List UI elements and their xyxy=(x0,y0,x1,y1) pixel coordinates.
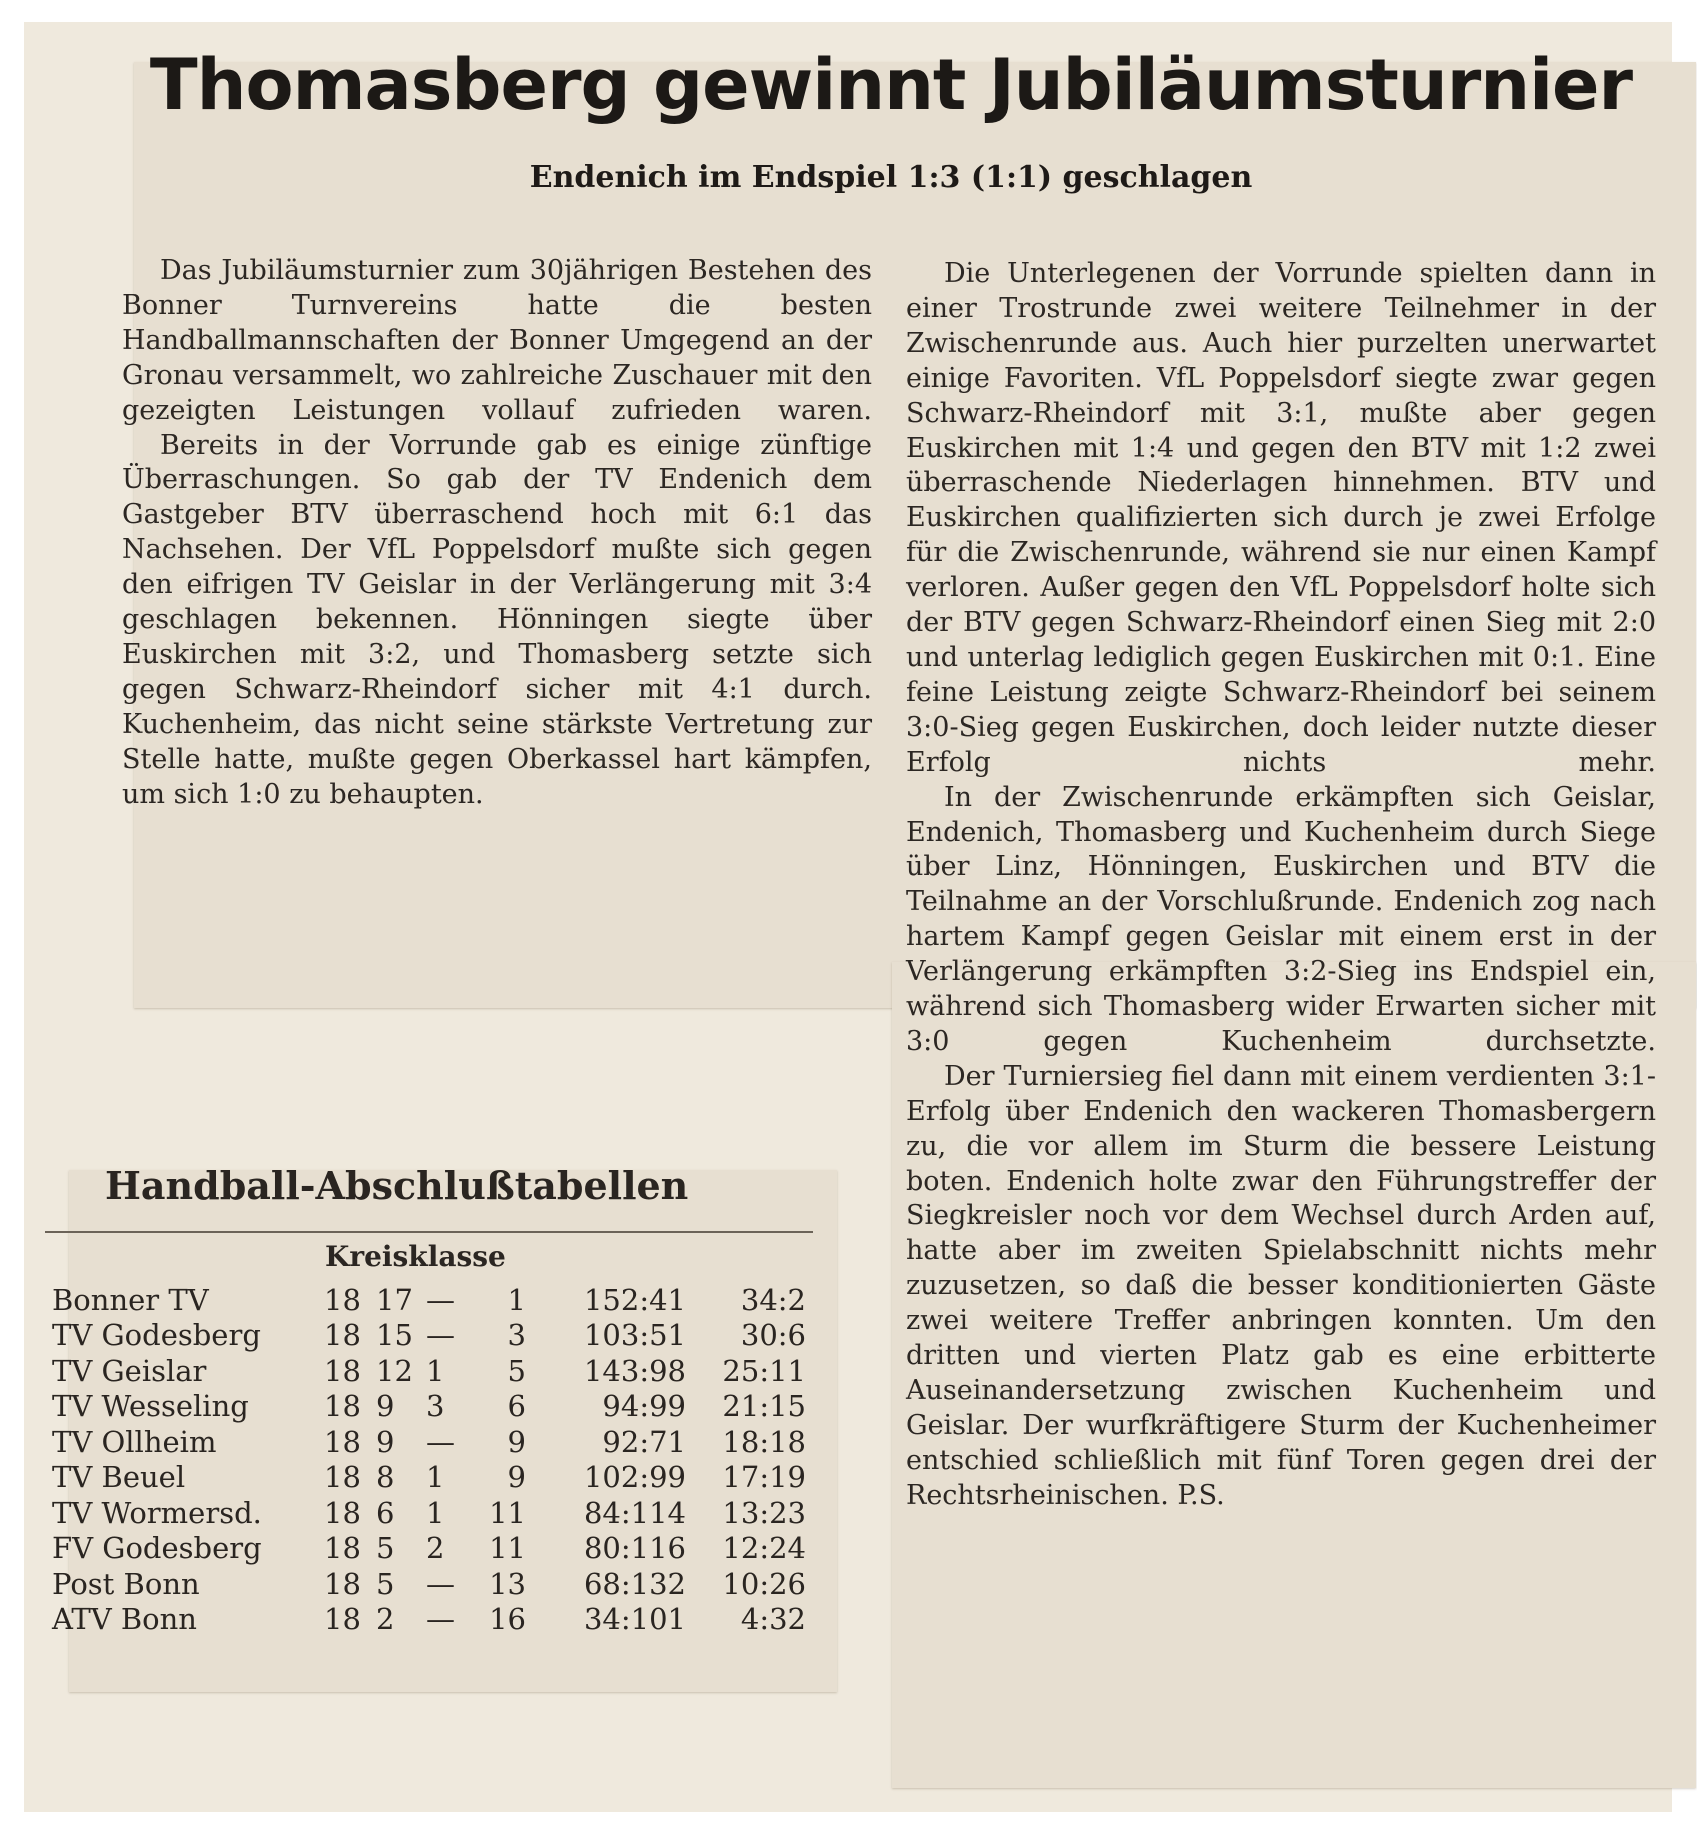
games-drawn: 1 xyxy=(426,1353,445,1388)
team-name: TV Wesseling xyxy=(52,1389,249,1424)
games-drawn: 1 xyxy=(426,1495,445,1530)
divider xyxy=(45,1231,813,1233)
games-won: 2 xyxy=(376,1602,395,1637)
games-won: 8 xyxy=(376,1460,395,1495)
standings-table xyxy=(52,1282,806,1637)
games-drawn: 3 xyxy=(426,1389,445,1424)
team-name: TV Ollheim xyxy=(52,1424,217,1459)
team-name: Bonner TV xyxy=(52,1282,209,1317)
goal-ratio: 94:99 xyxy=(602,1389,686,1424)
table-row xyxy=(52,1353,806,1389)
goal-ratio: 143:98 xyxy=(583,1353,686,1388)
points: 10:26 xyxy=(722,1566,806,1601)
games-lost: 9 xyxy=(507,1460,526,1495)
games-drawn: — xyxy=(426,1282,455,1317)
games-played: 18 xyxy=(324,1495,361,1530)
games-lost: 11 xyxy=(489,1495,526,1530)
points: 25:11 xyxy=(722,1353,806,1388)
paragraph: In der Zwischenrunde erkämpften sich Geislar, Endenich, Thomasberg und Kuchenheim durch Siege über Linz, Hönningen, Euskirchen und BTV die Teilnahme an der Vorschlußrunde. Endenich zog nach hartem Kampf gegen Geislar mit einem erst in der Verlängerung erkämpften 3:2-Sieg ins Endspiel ein, während sich Thomasberg wider Erwarten sicher mit 3:0 gegen Kuchenheim durchsetzte. xyxy=(906,781,1656,1057)
paragraph: Das Jubiläumsturnier zum 30jährigen Bestehen des Bonner Turnvereins hatte die besten Handballmannschaften der Bonner Umgegend an der Gronau versammelt, wo zahlreiche Zuschauer mit den gezeigten Leistungen vollauf zufrieden waren. xyxy=(122,255,872,426)
games-won: 9 xyxy=(376,1424,395,1459)
games-lost: 11 xyxy=(489,1531,526,1566)
games-lost: 13 xyxy=(489,1566,526,1601)
table-row xyxy=(52,1602,806,1638)
games-lost: 1 xyxy=(507,1282,526,1317)
table-row xyxy=(52,1460,806,1496)
games-played: 18 xyxy=(324,1602,361,1637)
team-name: TV Godesberg xyxy=(52,1318,261,1353)
games-won: 9 xyxy=(376,1389,395,1424)
goal-ratio: 34:101 xyxy=(583,1602,686,1637)
points: 18:18 xyxy=(722,1424,806,1459)
games-won: 17 xyxy=(376,1282,413,1317)
games-drawn: 1 xyxy=(426,1460,445,1495)
games-won: 5 xyxy=(376,1531,395,1566)
games-drawn: — xyxy=(426,1566,455,1601)
games-played: 18 xyxy=(324,1566,361,1601)
games-won: 12 xyxy=(376,1353,413,1388)
table-title: Handball-Abschlußtabellen xyxy=(105,1163,689,1208)
games-played: 18 xyxy=(324,1531,361,1566)
games-lost: 5 xyxy=(507,1353,526,1388)
games-won: 15 xyxy=(376,1318,413,1353)
goal-ratio: 92:71 xyxy=(602,1424,686,1459)
article-column-right xyxy=(906,257,1656,1514)
games-lost: 16 xyxy=(489,1602,526,1637)
team-name: Post Bonn xyxy=(52,1566,200,1601)
goal-ratio: 102:99 xyxy=(583,1460,686,1495)
games-drawn: — xyxy=(426,1602,455,1637)
games-drawn: — xyxy=(426,1318,455,1353)
games-won: 6 xyxy=(376,1495,395,1530)
team-name: TV Geislar xyxy=(52,1353,207,1388)
games-played: 18 xyxy=(324,1460,361,1495)
team-name: ATV Bonn xyxy=(52,1602,197,1637)
goal-ratio: 103:51 xyxy=(583,1318,686,1353)
games-played: 18 xyxy=(324,1389,361,1424)
table-row xyxy=(52,1389,806,1425)
games-played: 18 xyxy=(324,1424,361,1459)
paragraph: Der Turniersieg fiel dann mit einem verdienten 3:1-Erfolg über Endenich den wackeren Thomasbergern zu, die vor allem im Sturm die bessere Leistung boten. Endenich holte zwar den Führungstreffer der Siegkreisler noch vor dem Wechsel durch Arden auf, hatte aber im zweiten Spielabschnitt nichts mehr zuzusetzen, so daß die besser konditionierten Gäste zwei weitere Treffer anbringen konnten. Um den dritten und vierten Platz gab es eine erbitterte Auseinandersetzung zwischen Kuchenheim und Geislar. Der wurfkräftigere Sturm der Kuchenheimer entschied schließlich mit fünf Toren gegen drei der Rechtsrheinischen. P.S. xyxy=(906,1060,1656,1511)
points: 21:15 xyxy=(722,1389,806,1424)
goal-ratio: 152:41 xyxy=(583,1282,686,1317)
table-row xyxy=(52,1531,806,1567)
table-row xyxy=(52,1495,806,1531)
article-subheadline: Endenich im Endspiel 1:3 (1:1) geschlagen xyxy=(529,160,1253,195)
points: 4:32 xyxy=(740,1602,806,1637)
points: 17:19 xyxy=(722,1460,806,1495)
games-lost: 3 xyxy=(507,1318,526,1353)
goal-ratio: 80:116 xyxy=(583,1531,686,1566)
team-name: FV Godesberg xyxy=(52,1531,262,1566)
points: 12:24 xyxy=(722,1531,806,1566)
table-row xyxy=(52,1424,806,1460)
article-headline: Thomasberg gewinnt Jubiläumsturnier xyxy=(149,44,1633,126)
games-played: 18 xyxy=(324,1318,361,1353)
team-name: TV Wormersd. xyxy=(52,1495,262,1530)
games-played: 18 xyxy=(324,1353,361,1388)
paragraph: Bereits in der Vorrunde gab es einige zünftige Überraschungen. So gab der TV Endenich dem Gastgeber BTV überraschend hoch mit 6:1 das Nachsehen. Der VfL Poppelsdorf mußte sich gegen den eifrigen TV Geislar in der Verlängerung mit 3:4 geschlagen bekennen. Hönningen siegte über Euskirchen mit 3:2, und Thomasberg setzte sich gegen Schwarz-Rheindorf sicher mit 4:1 durch. Kuchenheim, das nicht seine stärkste Vertretung zur Stelle hatte, mußte gegen Oberkassel hart kämpfen, um sich 1:0 zu behaupten. xyxy=(122,429,872,810)
games-won: 5 xyxy=(376,1566,395,1601)
games-drawn: 2 xyxy=(426,1531,445,1566)
points: 30:6 xyxy=(740,1318,806,1353)
games-drawn: — xyxy=(426,1424,455,1459)
paragraph: Die Unterlegenen der Vorrunde spielten dann in einer Trostrunde zwei weitere Teilnehmer in der Zwischenrunde aus. Auch hier purzelten unerwartet einige Favoriten. VfL Poppelsdorf siegte zwar gegen Schwarz-Rheindorf mit 3:1, mußte aber gegen Euskirchen mit 1:4 und gegen den BTV mit 1:2 zwei überraschende Niederlagen hinnehmen. BTV und Euskirchen qualifizierten sich durch je zwei Erfolge für die Zwischenrunde, während sie nur einen Kampf verloren. Außer gegen den VfL Poppelsdorf holte sich der BTV gegen Schwarz-Rheindorf einen Sieg mit 2:0 und unterlag lediglich gegen Euskirchen mit 0:1. Eine feine Leistung zeigte Schwarz-Rheindorf bei seinem 3:0-Sieg gegen Euskirchen, doch leider nutzte dieser Erfolg nichts mehr. xyxy=(906,258,1656,778)
points: 34:2 xyxy=(740,1282,806,1317)
games-lost: 6 xyxy=(507,1389,526,1424)
goal-ratio: 84:114 xyxy=(583,1495,686,1530)
games-played: 18 xyxy=(324,1282,361,1317)
table-row xyxy=(52,1566,806,1602)
games-lost: 9 xyxy=(507,1424,526,1459)
table-row xyxy=(52,1282,806,1318)
goal-ratio: 68:132 xyxy=(583,1566,686,1601)
table-row xyxy=(52,1318,806,1354)
points: 13:23 xyxy=(722,1495,806,1530)
team-name: TV Beuel xyxy=(52,1460,186,1495)
article-column-left xyxy=(122,254,872,813)
league-name: Kreisklasse xyxy=(325,1240,506,1273)
